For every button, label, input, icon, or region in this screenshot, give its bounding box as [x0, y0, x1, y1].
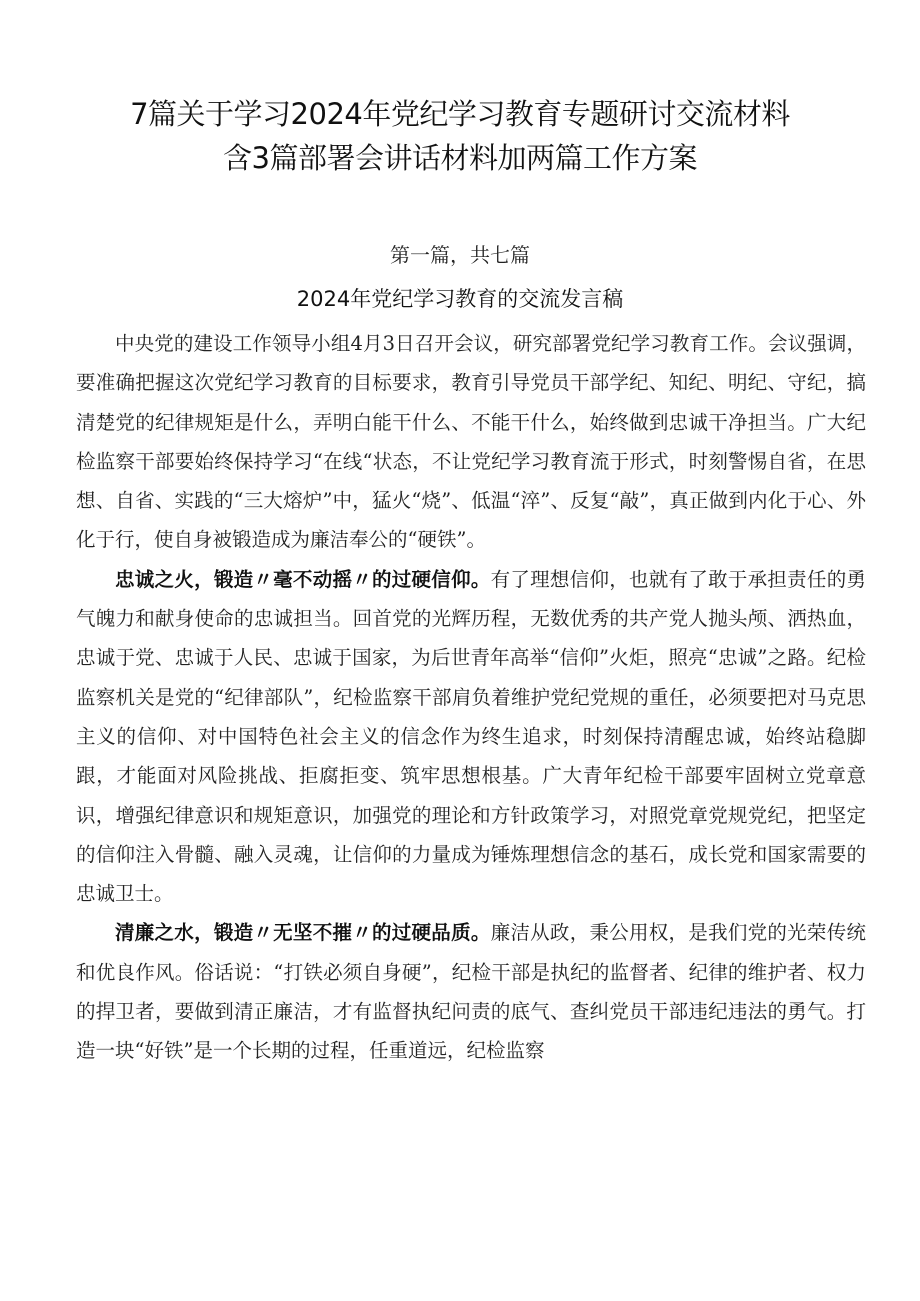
paragraph-lead: 忠诚之火，锻造〃毫不动摇〃的过硬信仰。 — [115, 567, 491, 591]
paragraph-3 — [76, 913, 866, 1070]
document-body — [76, 324, 866, 1071]
document-title-line-1: 7篇关于学习2024年党纪学习教育专题研讨交流材料 — [130, 97, 790, 131]
paragraph-1 — [76, 324, 866, 560]
paragraph-text: 有了理想信仰，也就有了敢于承担责任的勇气魄力和献身使命的忠诚担当。回首党的光辉历程，无数优秀的共产党人抛头颅、洒热血，忠诚于党、忠诚于人民、忠诚于国家，为后世青年高举“信仰”火炬，照亮“忠诚”之路。纪检监察机关是党的“纪律部队”，纪检监察干部肩负着维护党纪党规的重任，必须要把对马克思主义的信仰、对中国特色社会主义的信念作为终生追求，时刻保持清醒忠诚，始终站稳脚跟，才能面对风险挑战、拒腐拒变、筑牢思想根基。广大青年纪检干部要牢固树立党章意识，增强纪律意识和规矩意识，加强党的理论和方针政策学习，对照党章党规党纪，把坚定的信仰注入骨髓、融入灵魂，让信仰的力量成为锤炼理想信念的基石，成长党和国家需要的忠诚卫士。 — [76, 567, 866, 906]
document-title-line-2: 含3篇部署会讲话材料加两篇工作方案 — [223, 141, 697, 175]
paragraph-2 — [76, 560, 866, 914]
paragraph-text: 廉洁从政，秉公用权，是我们党的光荣传统和优良作风。俗话说：“打铁必须自身硬”，纪检干部是执纪的监督者、纪律的维护者、权力的捍卫者，要做到清正廉洁，才有监督执纪问责的底气、查纠党员干部违纪违法的勇气。打造一块“好铁”是一个长期的过程，任重道远，纪检监察 — [76, 921, 866, 1063]
paragraph-lead: 清廉之水，锻造〃无坚不摧〃的过硬品质。 — [115, 921, 491, 945]
part-label: 第一篇，共七篇 — [390, 243, 530, 267]
section-subtitle: 2024年党纪学习教育的交流发言稿 — [296, 287, 624, 311]
paragraph-text: 中央党的建设工作领导小组4月3日召开会议，研究部署党纪学习教育工作。会议强调，要准确把握这次党纪学习教育的目标要求，教育引导党员干部学纪、知纪、明纪、守纪，搞清楚党的纪律规矩是什么，弄明白能干什么、不能干什么，始终做到忠诚干净担当。广大纪检监察干部要始终保持学习“在线“状态，不让党纪学习教育流于形式，时刻警惕自省，在思想、自省、实践的“三大熔炉”中，猛火“烧”、低温“淬”、反复“敲”，真正做到内化于心、外化于行，使自身被锻造成为廉洁奉公的“硬铁”。 — [76, 332, 866, 552]
